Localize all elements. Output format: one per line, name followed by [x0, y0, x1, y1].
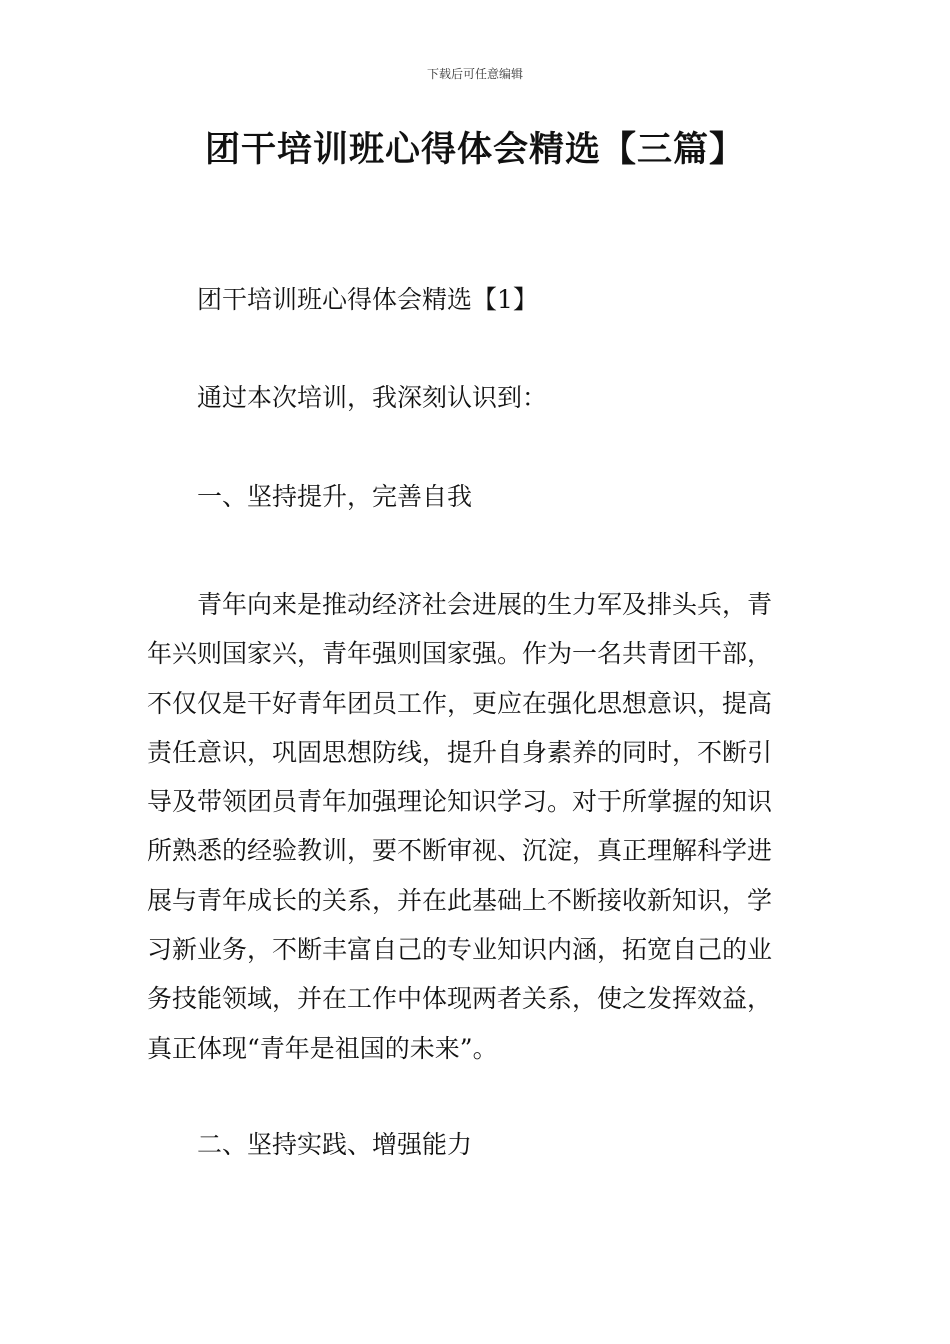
- paragraph-line: 不仅仅是干好青年团员工作，更应在强化思想意识，提高: [147, 688, 773, 718]
- paragraph-line: 习新业务，不断丰富自己的专业知识内涵，拓宽自己的业: [147, 935, 773, 965]
- header-note: 下载后可任意编辑: [426, 67, 523, 81]
- section-one-heading: 一、坚持提升，完善自我: [197, 482, 473, 511]
- paragraph-line: 真正体现“青年是祖国的未来”。: [147, 1033, 498, 1063]
- paragraph-line: 务技能领域，并在工作中体现两者关系，使之发挥效益，: [147, 984, 773, 1014]
- paragraph-line: 导及带领团员青年加强理论知识学习。对于所掌握的知识: [147, 787, 773, 817]
- body-paragraph: [147, 580, 805, 1073]
- paragraph-line: 展与青年成长的关系，并在此基础上不断接收新知识，学: [147, 885, 773, 915]
- subheading: 团干培训班心得体会精选【1】: [197, 285, 538, 314]
- section-two-heading: 二、坚持实践、增强能力: [197, 1130, 473, 1159]
- paragraph-line: 责任意识，巩固思想防线，提升自身素养的同时，不断引: [147, 737, 773, 767]
- paragraph-line: 青年向来是推动经济社会进展的生力军及排头兵，青: [197, 590, 773, 619]
- paragraph-line: 所熟悉的经验教训，要不断审视、沉淀，真正理解科学进: [147, 836, 773, 866]
- paragraph-line: 年兴则国家兴，青年强则国家强。作为一名共青团干部，: [147, 639, 773, 669]
- document-title: 团干培训班心得体会精选【三篇】: [204, 130, 745, 170]
- intro-text: 通过本次培训，我深刻认识到：: [197, 383, 548, 412]
